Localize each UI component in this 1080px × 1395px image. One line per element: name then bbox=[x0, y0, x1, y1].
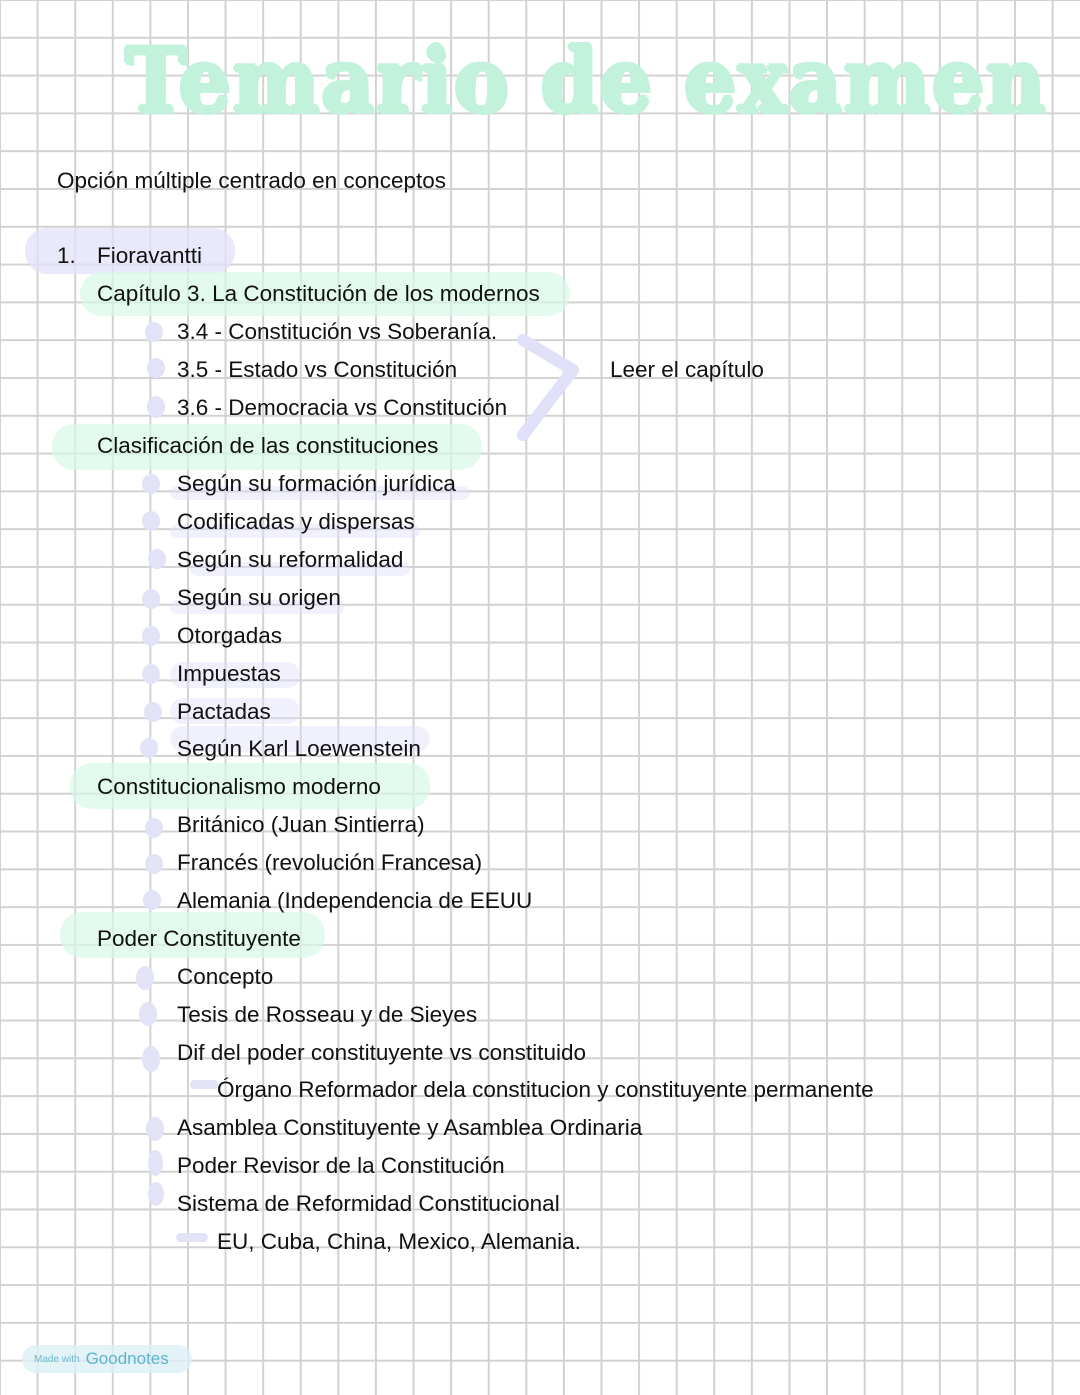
sub-list-item: EU, Cuba, China, Mexico, Alemania. bbox=[217, 1229, 581, 1254]
list-item: Alemania (Independencia de EEUU bbox=[177, 888, 533, 913]
list-item: Según su formación jurídica bbox=[177, 471, 456, 496]
bullet-icon bbox=[148, 549, 166, 569]
list-item: 3.6 - Democracia vs Constitución bbox=[177, 395, 508, 420]
bullet-icon bbox=[148, 1182, 164, 1206]
list-item: Otorgadas bbox=[177, 623, 283, 648]
bullet-icon bbox=[142, 664, 160, 684]
chapter-heading: Capítulo 3. La Constitución de los modernos bbox=[97, 281, 540, 306]
bullet-icon bbox=[142, 511, 160, 531]
list-item: Francés (revolución Francesa) bbox=[177, 850, 483, 875]
list-item: Según su reformalidad bbox=[177, 547, 404, 572]
poder-heading: Poder Constituyente bbox=[97, 926, 301, 951]
list-item: Impuestas bbox=[177, 661, 281, 686]
bullet-icon bbox=[140, 738, 158, 758]
bracket-arrow-icon bbox=[505, 330, 595, 450]
subtitle: Opción múltiple centrado en conceptos bbox=[57, 168, 446, 193]
list-item: Según su origen bbox=[177, 585, 341, 610]
bullet-icon bbox=[142, 589, 160, 609]
sub-list-item: Órgano Reformador dela constitucion y constituyente permanente bbox=[217, 1077, 874, 1102]
page-title: Temario de examen bbox=[125, 28, 1047, 132]
list-item: Sistema de Reformidad Constitucional bbox=[177, 1191, 560, 1216]
list-item: 3.5 - Estado vs Constitución bbox=[177, 357, 458, 382]
bullet-icon bbox=[142, 474, 160, 494]
bullet-icon bbox=[139, 1002, 157, 1026]
constitucionalismo-heading: Constitucionalismo moderno bbox=[97, 774, 381, 799]
bullet-icon bbox=[145, 322, 163, 342]
bullet-icon bbox=[144, 702, 162, 722]
bullet-icon bbox=[136, 966, 154, 990]
list-item: Según Karl Loewenstein bbox=[177, 736, 421, 761]
list-item: Británico (Juan Sintierra) bbox=[177, 812, 425, 837]
list-item: Tesis de Rosseau y de Sieyes bbox=[177, 1002, 478, 1027]
list-item: Concepto bbox=[177, 964, 274, 989]
list-item: 3.4 - Constitución vs Soberanía. bbox=[177, 319, 498, 344]
bullet-icon bbox=[147, 396, 165, 418]
list-item: Asamblea Constituyente y Asamblea Ordinaria bbox=[177, 1115, 643, 1140]
bullet-icon bbox=[148, 1150, 163, 1176]
goodnotes-watermark: Made with Goodnotes bbox=[22, 1345, 192, 1373]
list-item: Poder Revisor de la Constitución bbox=[177, 1153, 505, 1178]
bullet-icon bbox=[145, 854, 163, 874]
list-item: Dif del poder constituyente vs constituido bbox=[177, 1040, 586, 1065]
section-heading: 1. Fioravantti bbox=[57, 243, 203, 268]
dash-icon bbox=[176, 1233, 208, 1242]
clasificacion-heading: Clasificación de las constituciones bbox=[97, 433, 439, 458]
bullet-icon bbox=[147, 358, 165, 378]
bullet-icon bbox=[142, 1046, 160, 1072]
list-item: Codificadas y dispersas bbox=[177, 509, 415, 534]
bullet-icon bbox=[142, 626, 160, 646]
dash-icon bbox=[190, 1080, 218, 1089]
chapter-note: Leer el capítulo bbox=[610, 357, 764, 382]
bullet-icon bbox=[143, 890, 161, 910]
bullet-icon bbox=[146, 1117, 164, 1141]
bullet-icon bbox=[145, 818, 163, 838]
list-item: Pactadas bbox=[177, 699, 271, 724]
